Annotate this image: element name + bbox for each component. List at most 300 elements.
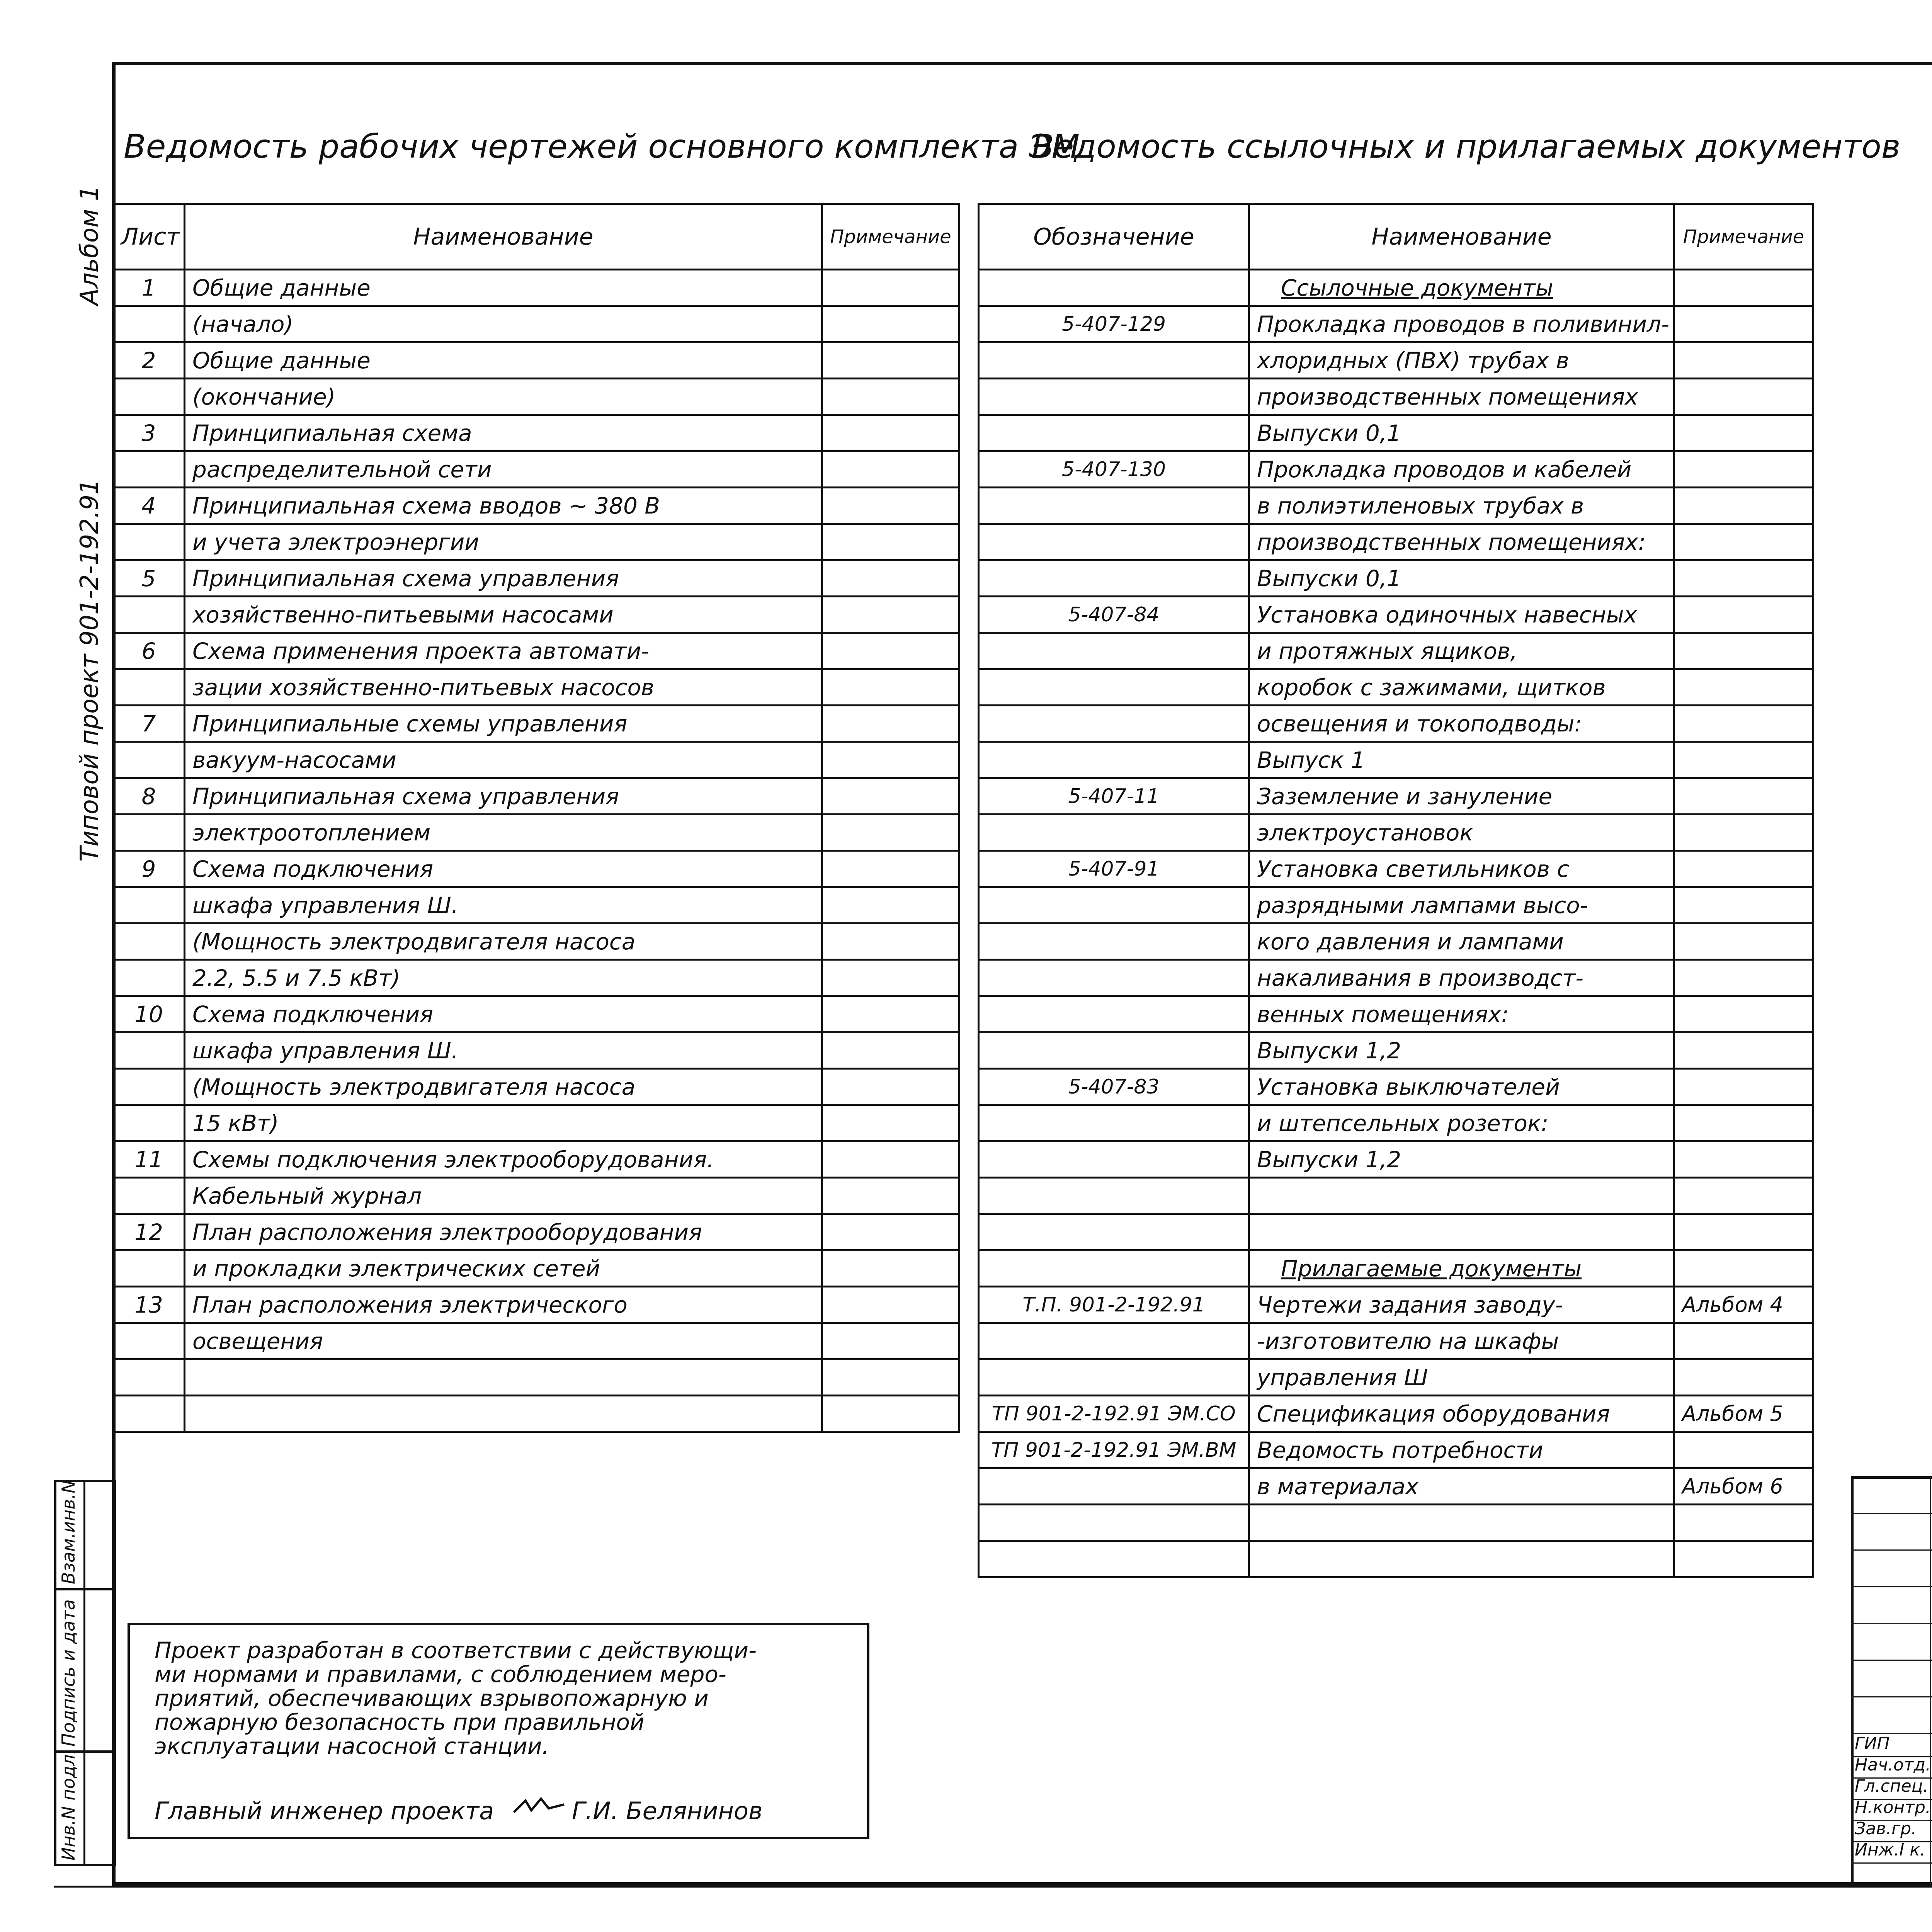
role-gl-spec: Гл.спец. [1855,1776,1929,1796]
header-name: Наименование [185,204,822,270]
drawing-row-cell [113,1178,185,1214]
drawing-row [113,1069,959,1105]
reference-row-cell [979,1359,1249,1396]
reference-row-cell [1674,597,1813,633]
reference-row-cell: венных помещениях: [1249,996,1674,1032]
drawing-row-cell [822,1250,959,1287]
chief-engineer-name: Г.И. Белянинов [572,1797,763,1825]
reference-row [979,1287,1813,1323]
drawing-row [113,1359,959,1396]
reference-row [979,923,1813,960]
reference-row-cell [1674,1323,1813,1359]
reference-row-cell [1674,851,1813,887]
drawing-row-cell [113,1323,185,1359]
reference-row [979,1069,1813,1105]
drawing-row [113,1141,959,1178]
drawing-row-cell: Схема применения проекта автомати- [185,633,822,669]
reference-row-cell: Альбом 4 [1674,1287,1813,1323]
reference-row-cell [979,996,1249,1032]
drawing-row [113,1178,959,1214]
role-gip: ГИП [1855,1734,1890,1753]
drawing-row-cell: Кабельный журнал [185,1178,822,1214]
reference-row-cell [979,270,1249,306]
reference-documents-table [978,203,1814,1578]
drawing-row-cell [113,451,185,488]
drawing-row [113,415,959,451]
drawing-row-cell: электроотоплением [185,815,822,851]
reference-row-cell [1674,633,1813,669]
reference-row [979,1250,1813,1287]
reference-row [979,560,1813,597]
drawing-row-cell [822,1032,959,1069]
reference-row-cell [1249,1505,1674,1541]
chief-engineer-label: Главный инженер проекта [155,1797,494,1825]
drawing-row-cell [822,1141,959,1178]
reference-row-cell: ТП 901-2-192.91 ЭМ.ВМ [979,1432,1249,1468]
reference-row-cell [1674,706,1813,742]
drawing-row-cell: 11 [113,1141,185,1178]
drawing-row-cell: 5 [113,560,185,597]
drawing-row-cell: 10 [113,996,185,1032]
reference-row [979,851,1813,887]
reference-row [979,1214,1813,1250]
drawing-row-cell [822,1396,959,1432]
margin-stamp-label: Подпись и дата [58,1599,79,1747]
reference-row [979,960,1813,996]
drawing-row [113,923,959,960]
reference-row [979,1359,1813,1396]
drawing-row-cell: (начало) [185,306,822,342]
project-label: Типовой проект 901-2-192.91 [75,479,104,862]
margin-stamp-label: Взам.инв.N [58,1480,79,1584]
drawing-row-cell [822,706,959,742]
drawing-row [113,1287,959,1323]
reference-row-cell [1674,923,1813,960]
margin-stamp-divider [83,1480,85,1866]
drawing-row-cell [822,778,959,815]
reference-row-cell [979,524,1249,560]
drawing-row-cell [113,524,185,560]
reference-row-cell [1674,270,1813,306]
drawing-row-cell [822,597,959,633]
header-name: Наименование [1249,204,1674,270]
reference-row-cell [1674,379,1813,415]
reference-row-cell [979,1468,1249,1505]
drawing-row-cell [822,742,959,778]
drawing-row-cell: 6 [113,633,185,669]
drawing-row-cell [822,923,959,960]
album-label: Альбом 1 [75,185,104,305]
drawing-row-cell [113,960,185,996]
drawing-row-cell [822,1069,959,1105]
drawing-row-cell [185,1359,822,1396]
reference-row [979,706,1813,742]
drawing-row-cell [822,1359,959,1396]
drawing-row-cell: Принципиальная схема вводов ~ 380 В [185,488,822,524]
reference-row-cell [1674,342,1813,379]
reference-row-cell [1674,742,1813,778]
reference-row-cell: Чертежи задания заводу- [1249,1287,1674,1323]
reference-row-cell: Установка светильников с [1249,851,1674,887]
note-text [155,1638,757,1758]
margin-stamp-label: Инв.N подл. [58,1748,79,1861]
reference-row [979,742,1813,778]
drawing-row [113,597,959,633]
drawing-row [113,560,959,597]
reference-row-cell: Заземление и зануление [1249,778,1674,815]
drawing-row [113,1323,959,1359]
reference-row-cell: производственных помещениях [1249,379,1674,415]
reference-row-cell [1674,1178,1813,1214]
reference-row-cell: Ссылочные документы [1249,270,1674,306]
drawing-row-cell [822,560,959,597]
drawing-row [113,851,959,887]
reference-row-cell [1674,1141,1813,1178]
drawing-row-cell: распределительной сети [185,451,822,488]
reference-row-cell [979,706,1249,742]
reference-row-cell: накаливания в производст- [1249,960,1674,996]
reference-row-cell [1674,778,1813,815]
drawing-row-cell: шкафа управления Ш. [185,887,822,923]
reference-row-cell [979,1032,1249,1069]
reference-row-cell [1674,815,1813,851]
drawing-row [113,669,959,706]
drawing-row-cell: (окончание) [185,379,822,415]
reference-row-cell [979,1541,1249,1577]
reference-row-cell: Выпуски 0,1 [1249,560,1674,597]
drawing-row-cell: 1 [113,270,185,306]
drawing-row-cell [822,887,959,923]
drawing-row-cell [822,342,959,379]
reference-row [979,1541,1813,1577]
drawing-row-cell [822,415,959,451]
reference-row [979,1032,1813,1069]
drawing-row-cell [113,1069,185,1105]
drawing-row-cell [113,597,185,633]
drawing-row-cell [822,306,959,342]
reference-row-cell [1674,1214,1813,1250]
reference-row-cell [1249,1214,1674,1250]
reference-row-cell [979,815,1249,851]
drawing-row-cell [822,488,959,524]
drawing-row-cell: 9 [113,851,185,887]
reference-row-cell: Ведомость потребности [1249,1432,1674,1468]
reference-row-cell [979,1178,1249,1214]
drawing-row [113,1250,959,1287]
role-nach-otd: Нач.отд. [1855,1755,1931,1775]
reference-row [979,451,1813,488]
drawing-row-cell [113,1359,185,1396]
drawing-row-cell [113,306,185,342]
reference-row [979,815,1813,851]
reference-row-cell: Альбом 6 [1674,1468,1813,1505]
reference-row-cell: и протяжных ящиков, [1249,633,1674,669]
drawing-row-cell: 7 [113,706,185,742]
reference-row [979,342,1813,379]
reference-row-cell [979,1323,1249,1359]
reference-row [979,633,1813,669]
drawing-row [113,778,959,815]
reference-row-cell [979,560,1249,597]
reference-row-cell: электроустановок [1249,815,1674,851]
reference-row [979,1178,1813,1214]
reference-row-cell: в полиэтиленовых трубах в [1249,488,1674,524]
left-drawings-table [112,203,960,1433]
reference-row-cell: Прилагаемые документы [1249,1250,1674,1287]
reference-row-cell [979,1250,1249,1287]
reference-row [979,1432,1813,1468]
reference-row-cell [1674,1359,1813,1396]
drawing-row-cell [113,815,185,851]
reference-row [979,415,1813,451]
reference-row-cell: 5-407-91 [979,851,1249,887]
reference-row-cell [1674,415,1813,451]
drawing-row [113,742,959,778]
drawing-row-cell: 15 кВт) [185,1105,822,1141]
reference-row-cell: Прокладка проводов и кабелей [1249,451,1674,488]
drawing-row-cell: 13 [113,1287,185,1323]
drawing-row-cell: 3 [113,415,185,451]
drawing-row-cell [113,887,185,923]
reference-row-cell: коробок с зажимами, щитков [1249,669,1674,706]
drawing-row-cell [113,379,185,415]
drawing-row [113,1396,959,1432]
note-line: приятий, обеспечивающих взрывопожарную и [155,1685,709,1711]
reference-row-cell [979,742,1249,778]
reference-row-cell [979,488,1249,524]
reference-row [979,1105,1813,1141]
reference-row-cell [1249,1541,1674,1577]
reference-row-cell [1674,1032,1813,1069]
drawing-row-cell: и учета электроэнергии [185,524,822,560]
header-sheet: Лист [113,204,185,270]
drawing-row-cell [113,1396,185,1432]
chief-engineer-signature [510,1793,568,1820]
reference-row-cell [1674,1541,1813,1577]
reference-row-cell: управления Ш [1249,1359,1674,1396]
drawing-row-cell: хозяйственно-питьевыми насосами [185,597,822,633]
drawing-row-cell [822,996,959,1032]
drawing-row-cell [822,815,959,851]
drawing-row-cell [822,1323,959,1359]
reference-row-cell [1674,887,1813,923]
reference-row [979,1396,1813,1432]
reference-row-cell: 5-407-130 [979,451,1249,488]
drawing-row [113,524,959,560]
reference-row-cell [979,669,1249,706]
reference-row-cell [979,1214,1249,1250]
reference-row [979,1141,1813,1178]
drawing-row [113,1105,959,1141]
drawing-row-cell: Общие данные [185,342,822,379]
role-zav-gr: Зав.гр. [1855,1819,1917,1838]
drawing-row [113,633,959,669]
drawing-row [113,379,959,415]
drawing-row-cell [113,1032,185,1069]
drawing-row [113,887,959,923]
reference-row [979,887,1813,923]
reference-row-cell: в материалах [1249,1468,1674,1505]
reference-row-cell: Установка одиночных навесных [1249,597,1674,633]
reference-row-cell [979,633,1249,669]
reference-row-cell [979,960,1249,996]
reference-row-cell [1674,1432,1813,1468]
reference-row-cell [979,415,1249,451]
reference-row-cell: Выпуски 1,2 [1249,1032,1674,1069]
drawing-row-cell [822,1287,959,1323]
reference-row [979,1468,1813,1505]
reference-row-cell: ТП 901-2-192.91 ЭМ.СО [979,1396,1249,1432]
drawing-row-cell: (Мощность электродвигателя насоса [185,923,822,960]
reference-row-cell [1674,306,1813,342]
reference-row-cell [1674,669,1813,706]
drawing-row-cell [113,923,185,960]
reference-row [979,1505,1813,1541]
drawing-row-cell [113,1250,185,1287]
reference-row-cell: Установка выключателей [1249,1069,1674,1105]
drawing-row-cell [822,851,959,887]
drawing-row-cell [822,1105,959,1141]
reference-row-cell [979,342,1249,379]
reference-row-cell [979,1141,1249,1178]
reference-row-cell: хлоридных (ПВХ) трубах в [1249,342,1674,379]
reference-row-cell [1674,1250,1813,1287]
left-table-title: Ведомость рабочих чертежей основного комплекта ЭМ [124,128,1080,165]
drawing-row-cell: Общие данные [185,270,822,306]
drawing-row-cell [113,742,185,778]
drawing-row-cell: и прокладки электрических сетей [185,1250,822,1287]
header-note: Примечание [822,204,959,270]
drawing-row-cell: Схема подключения [185,996,822,1032]
drawing-row-cell [822,669,959,706]
reference-row [979,379,1813,415]
reference-row-cell [979,887,1249,923]
drawing-row-cell: 2.2, 5.5 и 7.5 кВт) [185,960,822,996]
role-inzh: Инж.I к. [1855,1840,1925,1860]
drawing-row-cell: зации хозяйственно-питьевых насосов [185,669,822,706]
drawing-row-cell: Принципиальные схемы управления [185,706,822,742]
reference-row-cell [1674,560,1813,597]
drawing-row-cell [113,669,185,706]
reference-row-cell: и штепсельных розеток: [1249,1105,1674,1141]
note-line: эксплуатации насосной станции. [155,1733,549,1759]
drawing-row [113,451,959,488]
drawing-row [113,342,959,379]
drawing-row-cell: План расположения электрооборудования [185,1214,822,1250]
drawing-row-cell: 4 [113,488,185,524]
drawing-row-cell [822,960,959,996]
reference-row-cell: -изготовителю на шкафы [1249,1323,1674,1359]
drawing-row-cell: 12 [113,1214,185,1250]
reference-row-cell [979,1505,1249,1541]
reference-row-cell [979,379,1249,415]
reference-row-cell [1674,524,1813,560]
drawing-row-cell: Принципиальная схема управления [185,560,822,597]
reference-row-cell: Выпуски 1,2 [1249,1141,1674,1178]
drawing-row-cell: освещения [185,1323,822,1359]
drawing-row [113,306,959,342]
reference-row [979,270,1813,306]
reference-row-cell: освещения и токоподводы: [1249,706,1674,742]
drawing-row-header [113,204,959,270]
drawing-row-cell: Схемы подключения электрооборудования. [185,1141,822,1178]
reference-row-cell: разрядными лампами высо- [1249,887,1674,923]
drawing-row [113,1214,959,1250]
drawing-row-cell: вакуум-насосами [185,742,822,778]
reference-row-cell [1674,1105,1813,1141]
reference-row-cell [1674,488,1813,524]
reference-row-cell: Альбом 5 [1674,1396,1813,1432]
right-table-title: Ведомость ссылочных и прилагаемых документов [1032,128,1901,165]
drawing-row [113,815,959,851]
drawing-row-cell: 8 [113,778,185,815]
trim-line [54,1886,1932,1888]
header-note: Примечание [1674,204,1813,270]
reference-row-header [979,204,1813,270]
header-designation: Обозначение [979,204,1249,270]
reference-row [979,306,1813,342]
reference-row-cell: Выпуски 0,1 [1249,415,1674,451]
drawing-row-cell: шкафа управления Ш. [185,1032,822,1069]
role-n-kontr: Н.контр. [1855,1798,1931,1817]
drawing-row-cell: (Мощность электродвигателя насоса [185,1069,822,1105]
drawing-row-cell: 2 [113,342,185,379]
reference-row [979,996,1813,1032]
reference-row-cell [1249,1178,1674,1214]
note-line: Проект разработан в соответствии с действующи- [155,1637,757,1663]
drawing-row-cell: Принципиальная схема управления [185,778,822,815]
reference-row-cell: Т.П. 901-2-192.91 [979,1287,1249,1323]
reference-row [979,524,1813,560]
reference-row-cell [979,923,1249,960]
drawing-row-cell [822,1214,959,1250]
reference-row-cell: кого давления и лампами [1249,923,1674,960]
drawing-row-cell [822,451,959,488]
reference-row-cell: Прокладка проводов в поливинил- [1249,306,1674,342]
drawing-row-cell: Схема подключения [185,851,822,887]
reference-row-cell [1674,1505,1813,1541]
note-line: ми нормами и правилами, с соблюдением меро- [155,1661,726,1687]
reference-row-cell: производственных помещениях: [1249,524,1674,560]
drawing-row-cell [822,1178,959,1214]
drawing-row-cell: План расположения электрического [185,1287,822,1323]
reference-row-cell: 5-407-129 [979,306,1249,342]
reference-row [979,1323,1813,1359]
drawing-row-cell [822,524,959,560]
drawing-row-cell [822,633,959,669]
reference-row-cell [1674,451,1813,488]
drawing-row-cell [822,379,959,415]
drawing-row [113,488,959,524]
reference-row [979,778,1813,815]
reference-row-cell [1674,996,1813,1032]
reference-row-cell: 5-407-83 [979,1069,1249,1105]
reference-row [979,488,1813,524]
reference-row-cell: Выпуск 1 [1249,742,1674,778]
drawing-row [113,960,959,996]
drawing-row-cell: Принципиальная схема [185,415,822,451]
drawing-row-cell [822,270,959,306]
reference-row-cell: 5-407-11 [979,778,1249,815]
reference-row-cell [1674,960,1813,996]
reference-row [979,597,1813,633]
reference-row [979,669,1813,706]
drawing-row-cell [113,1105,185,1141]
reference-row-cell: Спецификация оборудования [1249,1396,1674,1432]
drawing-row [113,706,959,742]
reference-row-cell [979,1105,1249,1141]
note-line: пожарную безопасность при правильной [155,1709,645,1735]
